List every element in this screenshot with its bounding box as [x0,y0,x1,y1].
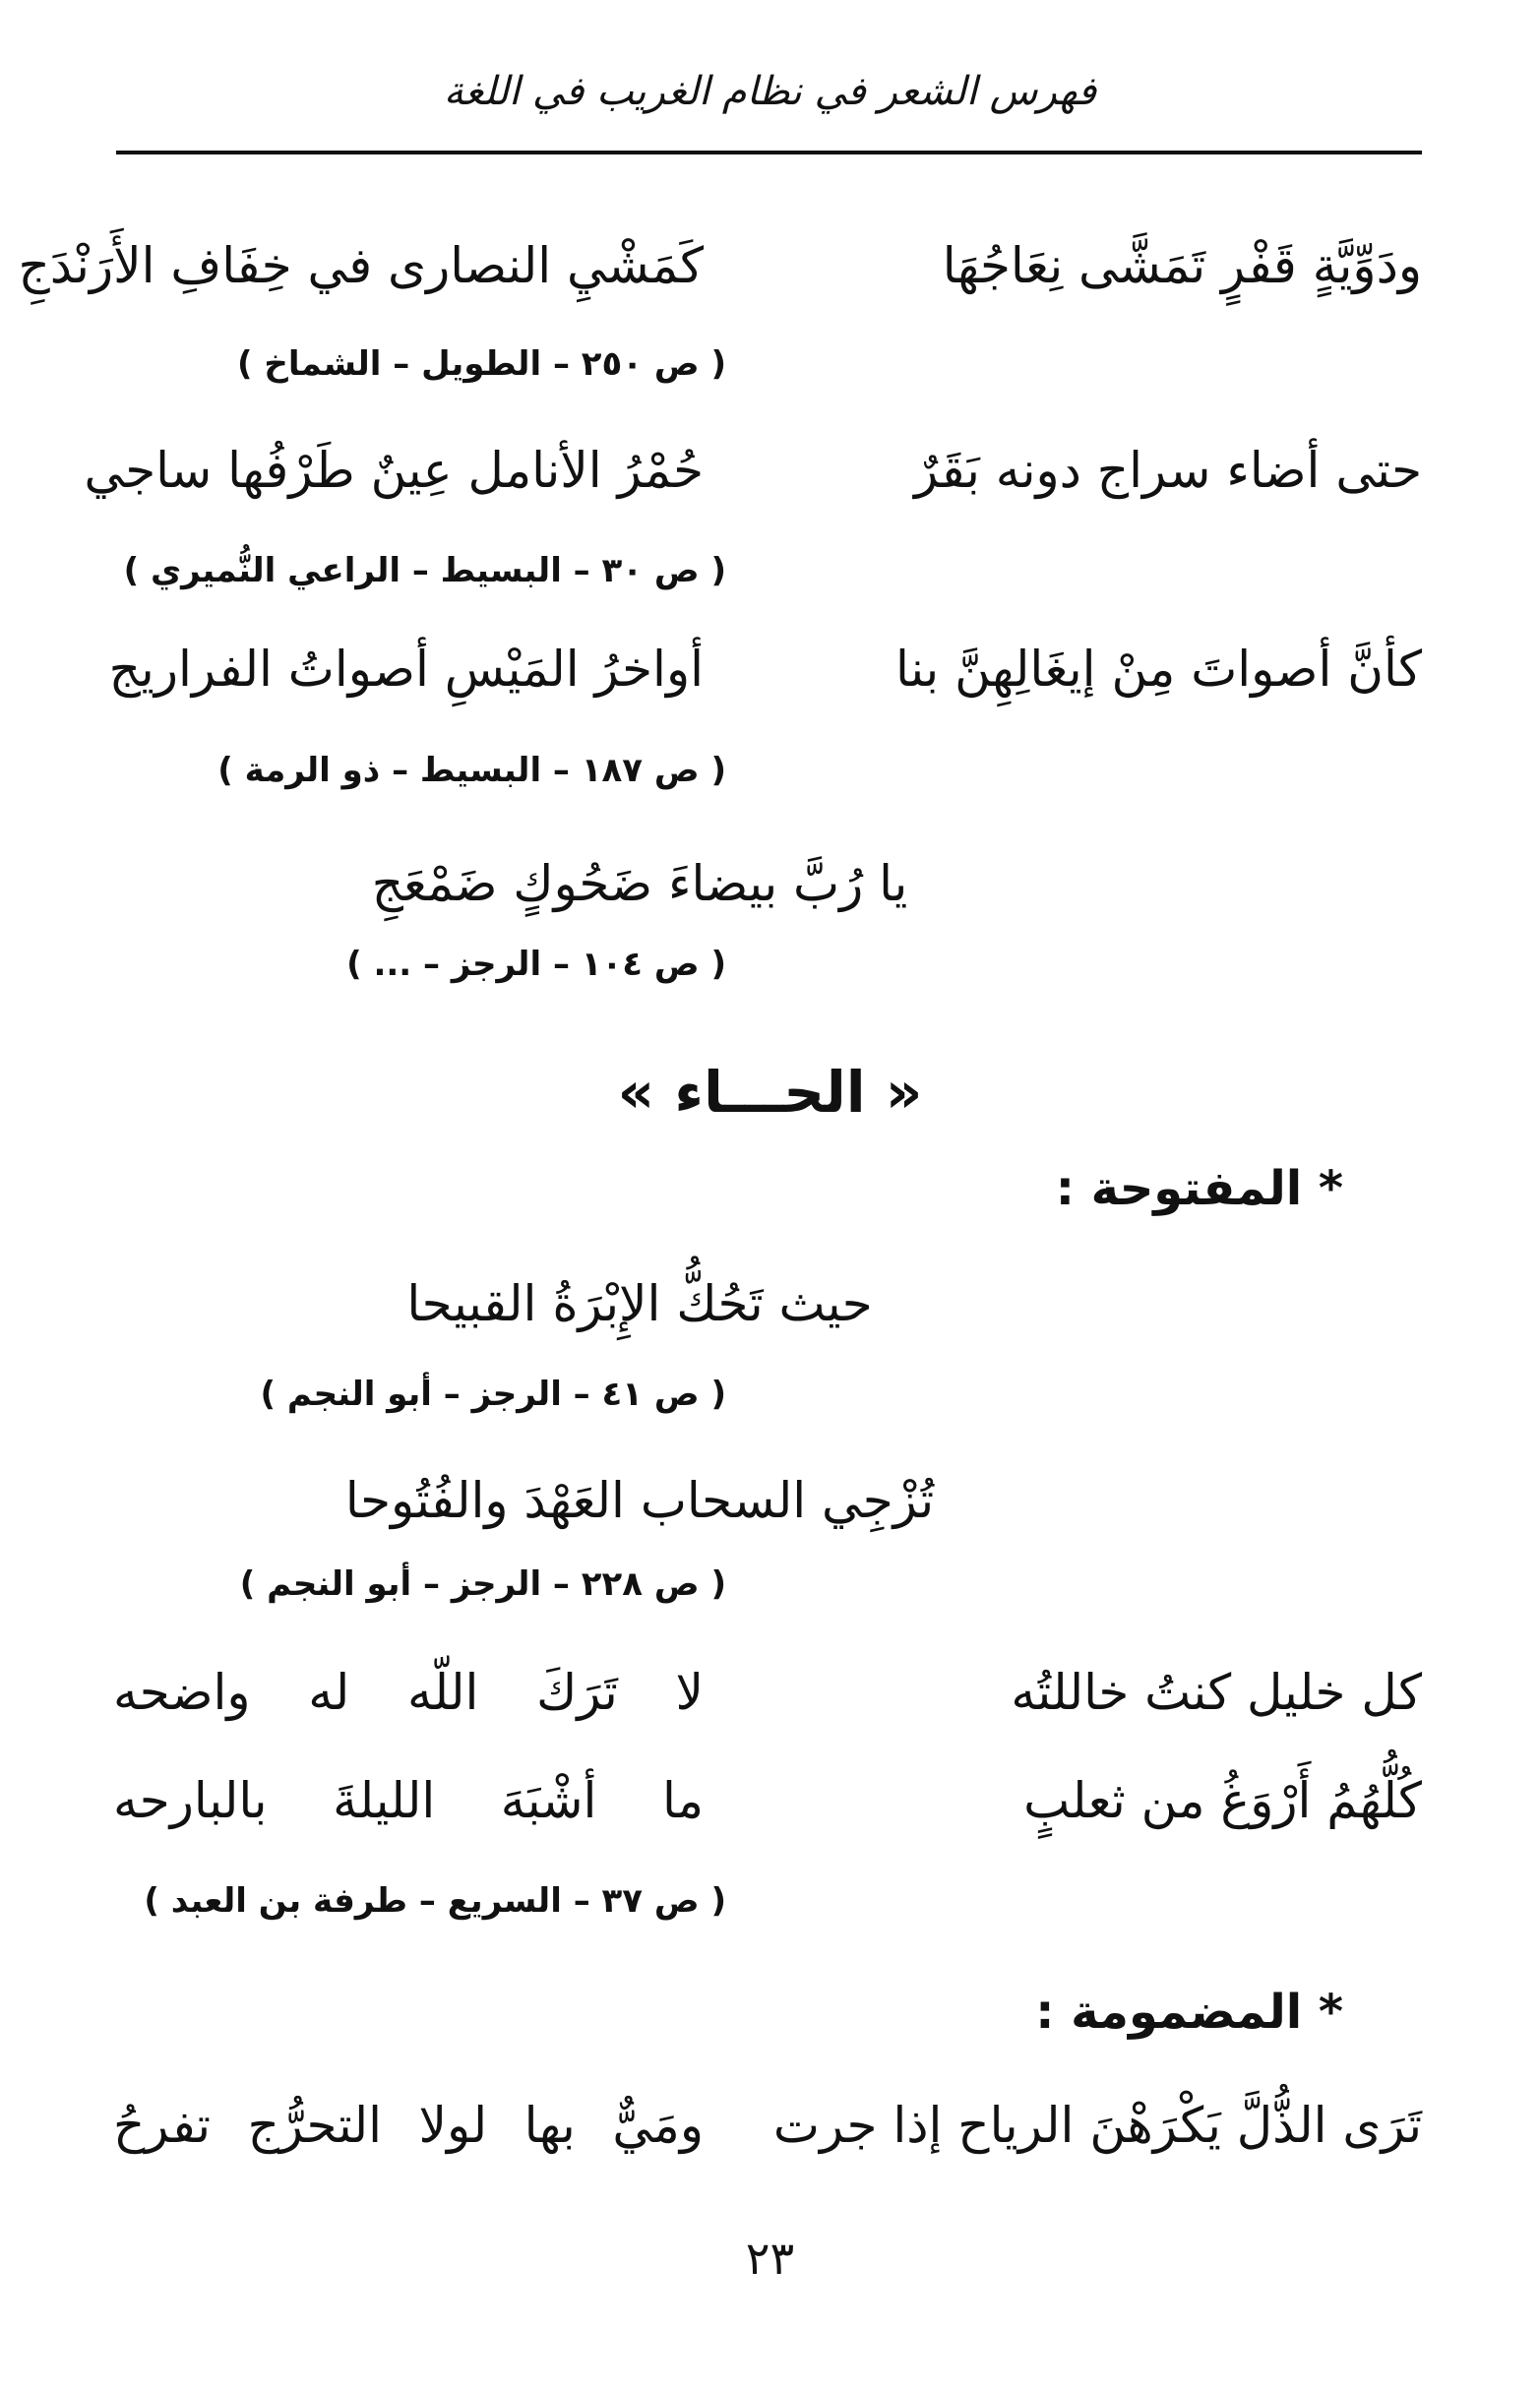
rajaz-line [113,1264,1422,1343]
verse-first-hemistich: كُلُّهُمُ أَرْوَغُ من ثعلبٍ [1023,1772,1422,1829]
verse-line [113,1653,1422,1732]
rajaz-text: حيث تَحُكُّ الإِبْرَةُ القبيحا [406,1275,873,1332]
verse-first-hemistich: ودَوِّيَّةٍ قَفْرٍ تَمَشَّى نِعَاجُهَا [942,237,1422,294]
verse-first-hemistich: كأنَّ أصواتَ مِنْ إيغَالِهِنَّ بنا [894,641,1422,698]
verse-citation: ( ص ٤١ – الرجز – أبو النجم ) [260,1375,726,1414]
verse-second-hemistich: ومَيٌّ بها لولا التحرُّج تفرحُ [113,2097,704,2154]
verse-first-hemistich: كل خليل كنتُ خاللتُه [1011,1664,1422,1721]
verse-citation: ( ص ٣٧ – السريع – طرفة بن العبد ) [144,1881,726,1921]
rajaz-text: يا رُبَّ بيضاءَ ضَحُوكٍ ضَمْعَجِ [371,855,908,912]
page-number: ٢٣ [745,2232,795,2285]
verse-first-hemistich: حتى أضاء سراج دونه بَقَرٌ [914,442,1422,499]
verse-line [84,431,1422,510]
rajaz-text: تُزْجِي السحاب العَهْدَ والفُتُوحا [344,1472,935,1529]
verse-citation: ( ص ٣٠ – البسيط – الراعي النُّميري ) [123,551,726,590]
subhead-maftuha: * المفتوحة : [1055,1161,1343,1216]
header-rule [116,151,1422,154]
verse-citation: ( ص ١٠٤ – الرجز – ... ) [346,945,726,984]
verse-line [108,630,1422,708]
subhead-madmuma: * المضمومة : [1035,1985,1343,2040]
verse-second-hemistich: كَمَشْيِ النصارى في خِفَافِ الأَرَنْدَجِ [18,237,704,294]
verse-line [113,1761,1422,1840]
verse-citation: ( ص ١٨٧ – البسيط – ذو الرمة ) [217,751,726,790]
verse-line [18,226,1422,305]
rajaz-line [113,1461,1422,1540]
verse-citation: ( ص ٢٥٠ – الطويل – الشماخ ) [237,344,726,384]
verse-second-hemistich: حُمْرُ الأنامل عِينٌ طَرْفُها ساجي [84,442,704,499]
section-title: « الحـــاء » [617,1059,923,1126]
verse-second-hemistich: أواخرُ المَيْسِ أصواتُ الفراريج [108,641,704,698]
verse-first-hemistich: تَرَى الذُّلَّ يَكْرَهْنَ الرياح إذا جرت [772,2097,1422,2154]
verse-second-hemistich: ما أشْبَهَ الليلةَ بالبارحه [113,1772,704,1829]
verse-second-hemistich: لا تَرَكَ اللّه له واضحه [113,1664,704,1721]
rajaz-line [113,844,1422,923]
verse-line [113,2086,1422,2165]
running-head: فهرس الشعر في نظام الغريب في اللغة [443,69,1097,114]
verse-citation: ( ص ٢٢٨ – الرجز – أبو النجم ) [239,1564,726,1604]
